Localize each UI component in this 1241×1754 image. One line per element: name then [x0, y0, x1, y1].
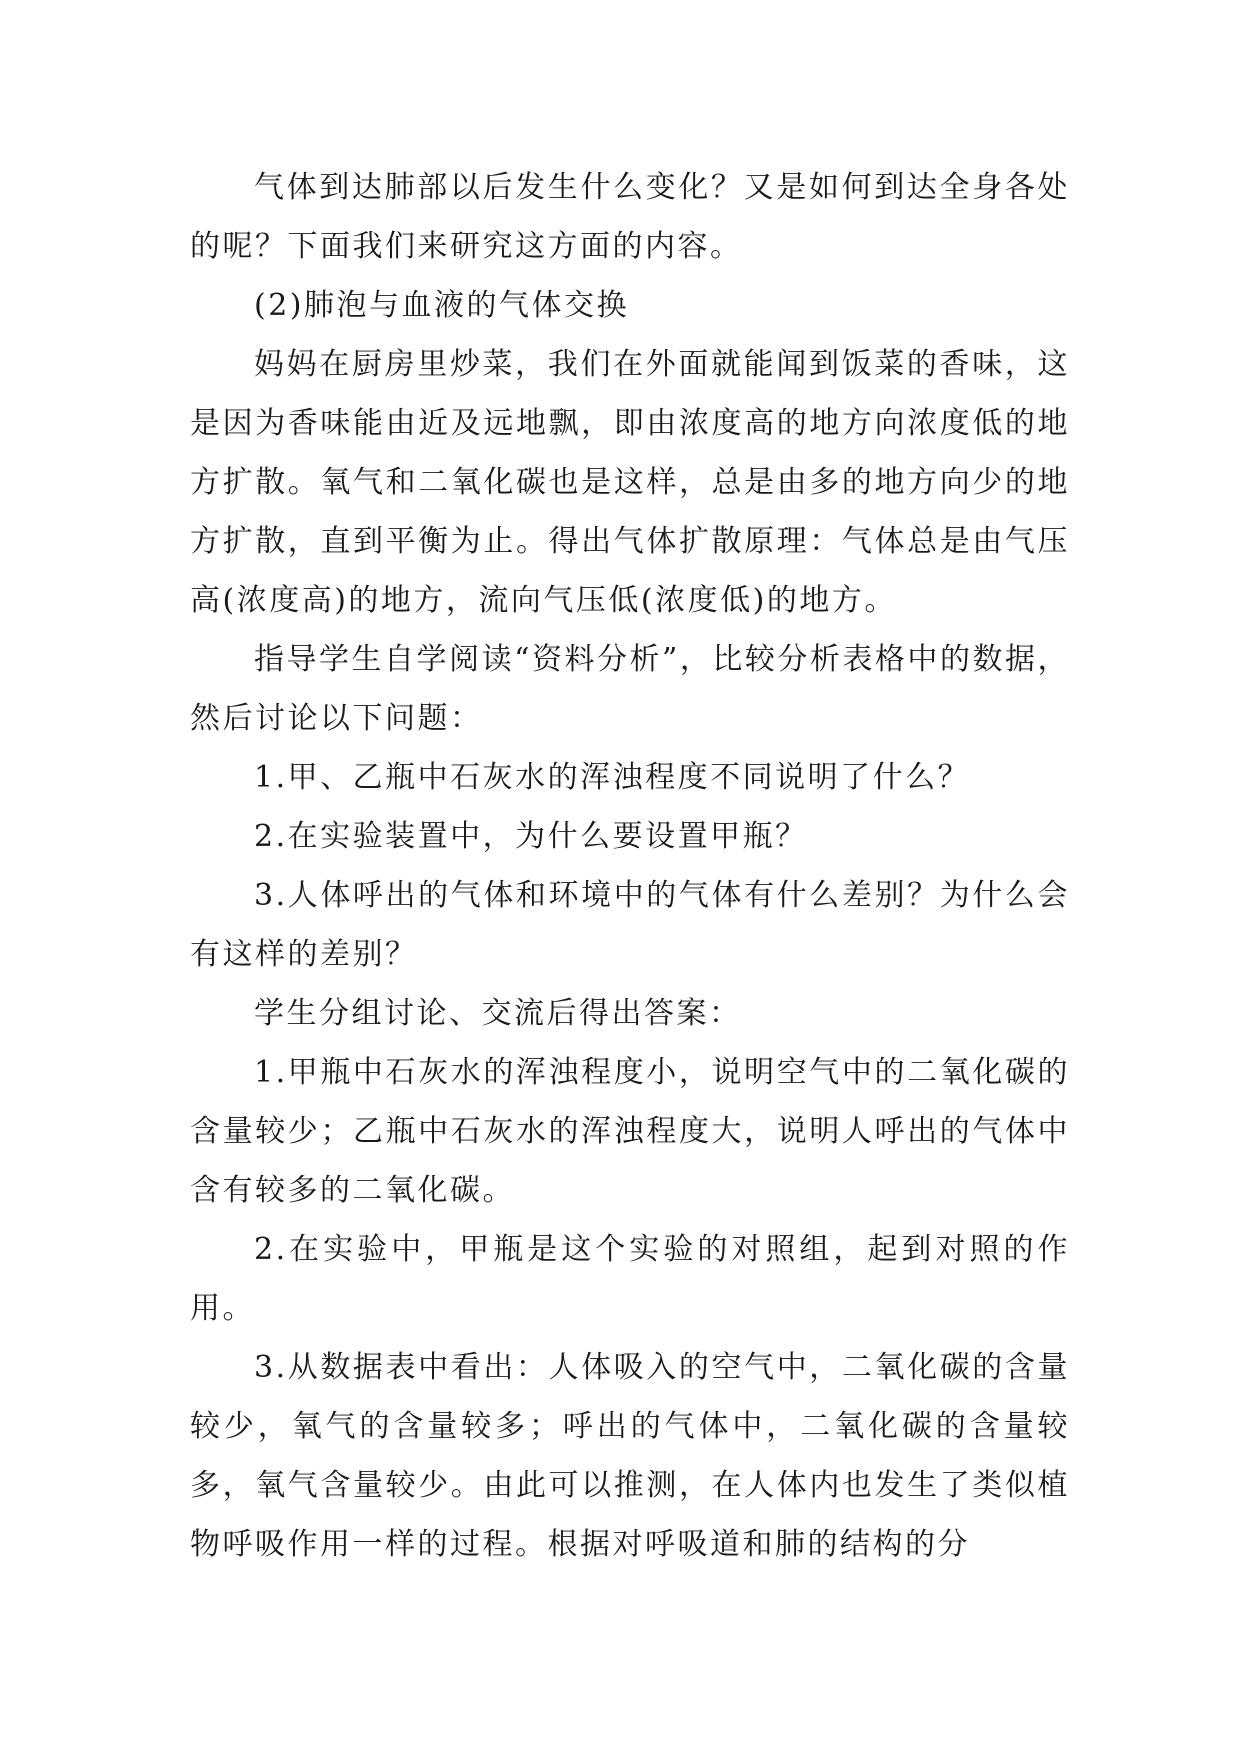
paragraph-diffusion-principle: 妈妈在厨房里炒菜，我们在外面就能闻到饭菜的香味，这是因为香味能由近及远地飘，即由浓度高的地方向浓度低的地方扩散。氧气和二氧化碳也是这样，总是由多的地方向少的地方扩散，直到平衡为止。得出气体扩散原理：气体总是由气压高(浓度高)的地方，流向气压低(浓度低)的地方。: [190, 347, 1070, 618]
answer-1: 1.甲瓶中石灰水的浑浊程度小，说明空气中的二氧化碳的含量较少；乙瓶中石灰水的浑浊程度大，说明人呼出的气体中含有较多的二氧化碳。: [190, 1055, 1070, 1208]
answer-2: 2.在实验中，甲瓶是这个实验的对照组，起到对照的作用。: [190, 1232, 1070, 1326]
answer-3: 3.从数据表中看出：人体吸入的空气中，二氧化碳的含量较少，氧气的含量较多；呼出的气体中，二氧化碳的含量较多，氧气含量较少。由此可以推测，在人体内也发生了类似植物呼吸作用一样的过程。根据对呼吸道和肺的结构的分: [190, 1350, 1070, 1562]
document-body: [190, 158, 1070, 1574]
paragraph-intro-question: 气体到达肺部以后发生什么变化？又是如何到达全身各处的呢？下面我们来研究这方面的内容。: [190, 170, 1070, 264]
paragraph-discussion: 学生分组讨论、交流后得出答案：: [254, 996, 742, 1031]
section-heading: (2)肺泡与血液的气体交换: [254, 288, 629, 323]
question-2: 2.在实验装置中，为什么要设置甲瓶？: [254, 819, 808, 854]
paragraph-instruction: 指导学生自学阅读“资料分析”，比较分析表格中的数据，然后讨论以下问题：: [190, 642, 1070, 736]
question-1: 1.甲、乙瓶中石灰水的浑浊程度不同说明了什么？: [254, 760, 971, 795]
question-3: 3.人体呼出的气体和环境中的气体有什么差别？为什么会有这样的差别？: [190, 878, 1070, 972]
